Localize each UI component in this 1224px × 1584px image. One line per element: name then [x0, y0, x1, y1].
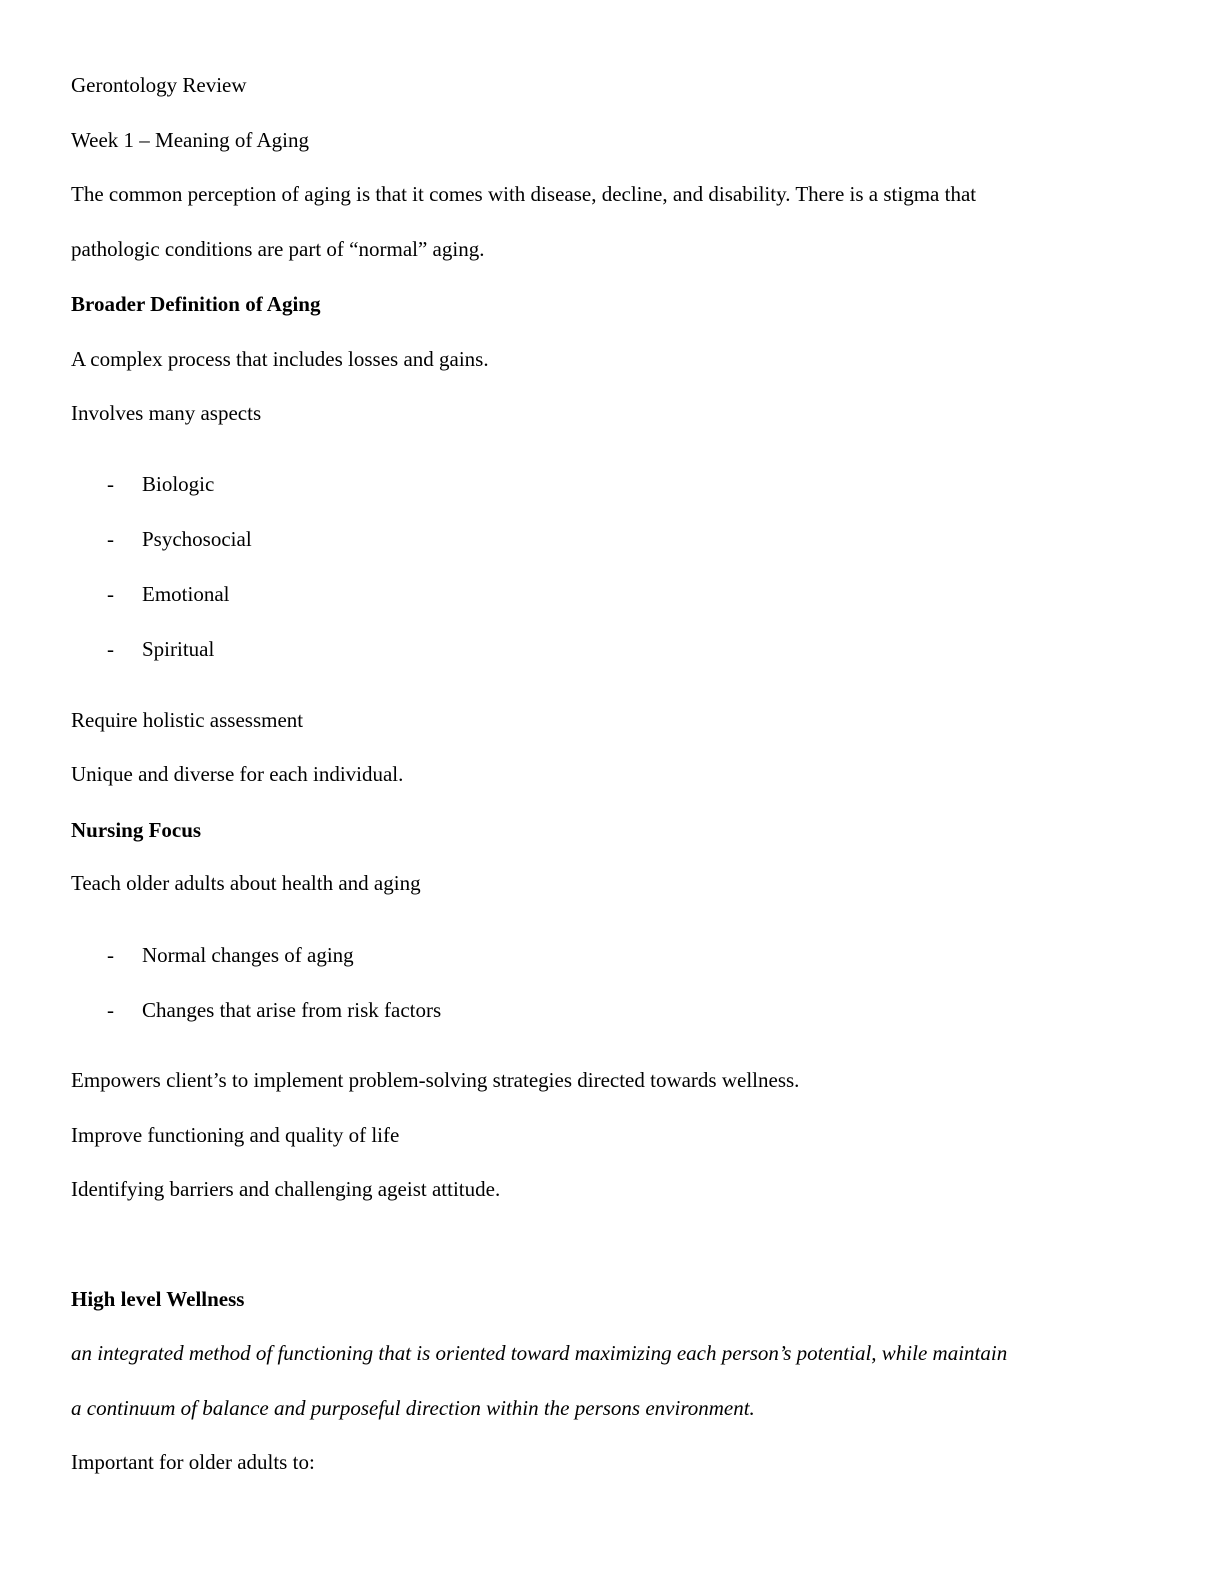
bullet-dash: -	[107, 527, 114, 551]
bullet-dash: -	[107, 998, 114, 1022]
paragraph-line: Require holistic assessment	[71, 708, 304, 732]
paragraph-line: Identifying barriers and challenging ageist attitude.	[71, 1177, 501, 1201]
paragraph-line: Teach older adults about health and aging	[71, 871, 421, 895]
list-item-text: Emotional	[142, 582, 230, 606]
section-heading-nursing-focus: Nursing Focus	[71, 818, 202, 842]
list-item-text: Changes that arise from risk factors	[142, 998, 442, 1022]
section-heading-high-level-wellness: High level Wellness	[71, 1287, 245, 1311]
paragraph-line: Involves many aspects	[71, 401, 262, 425]
intro-paragraph-line-2: pathologic conditions are part of “normal” aging.	[71, 237, 485, 261]
list-item-text: Biologic	[142, 472, 215, 496]
paragraph-line: Empowers client’s to implement problem-solving strategies directed towards wellness.	[71, 1068, 800, 1092]
list-item-text: Normal changes of aging	[142, 943, 354, 967]
paragraph-line: Important for older adults to:	[71, 1450, 315, 1474]
intro-paragraph-line-1: The common perception of aging is that it comes with disease, decline, and disability. There is a stigma that	[71, 182, 977, 206]
list-item-text: Spiritual	[142, 637, 215, 661]
bullet-dash: -	[107, 637, 114, 661]
document-title: Gerontology Review	[71, 73, 247, 97]
bullet-dash: -	[107, 472, 114, 496]
bullet-dash: -	[107, 582, 114, 606]
list-item-text: Psychosocial	[142, 527, 252, 551]
paragraph-line: A complex process that includes losses and gains.	[71, 347, 489, 371]
paragraph-line: Improve functioning and quality of life	[71, 1123, 400, 1147]
week-heading: Week 1 – Meaning of Aging	[71, 128, 310, 152]
bullet-dash: -	[107, 943, 114, 967]
paragraph-line: Unique and diverse for each individual.	[71, 762, 404, 786]
definition-line-1: an integrated method of functioning that is oriented toward maximizing each person’s potential, while maintain	[71, 1341, 1008, 1365]
definition-line-2: a continuum of balance and purposeful direction within the persons environment.	[71, 1396, 755, 1420]
section-heading-broader-definition: Broader Definition of Aging	[71, 292, 321, 316]
